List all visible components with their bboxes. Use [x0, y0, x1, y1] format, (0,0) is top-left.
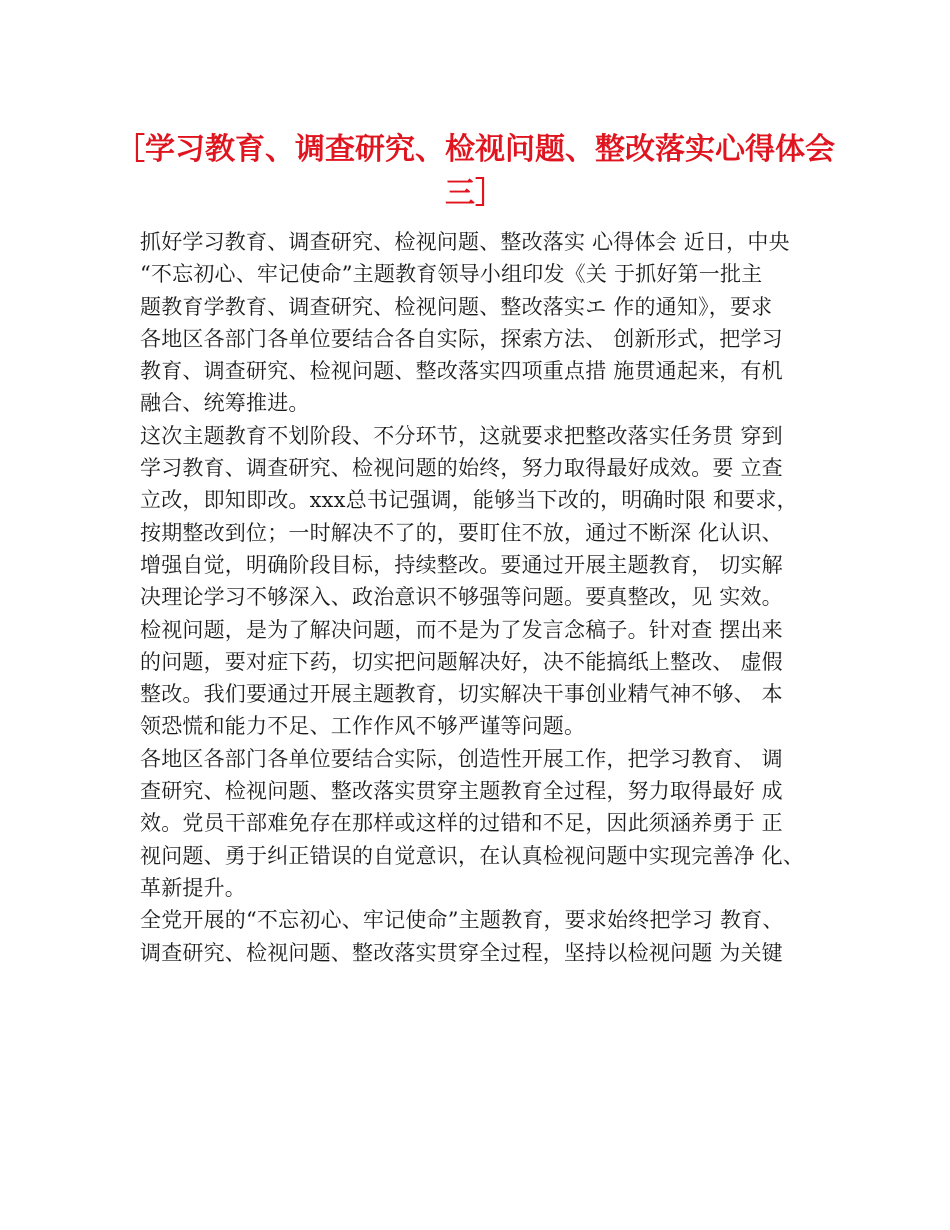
body-line: 领恐慌和能力不足、工作作风不够严谨等问题。 [140, 714, 586, 739]
body-line: 检视问题，是为了解决问题，而不是为了发言念稿子。针对查 摆出来 [140, 617, 783, 642]
body-line: 教育、调查研究、检视问题、整改落实四项重点措 施贯通起来，有机 [140, 359, 783, 384]
body-line: 学习教育、调查研究、检视问题的始终，努力取得最好成效。要 立查 [140, 456, 783, 481]
title-line-1: ［学习教育、调查研究、检视问题、整改落实心得体会 [115, 132, 835, 167]
body-line: 这次主题教育不划阶段、不分环节，这就要求把整改落实任务贯 穿到 [140, 423, 783, 448]
body-line: “不忘初心、牢记使命”主题教育领导小组印发《关 于抓好第一批主 [140, 262, 763, 287]
body-line: 查研究、检视问题、整改落实贯穿主题教育全过程，努力取得最好 成 [140, 779, 783, 804]
body-line: 融合、统筹推进。 [140, 391, 310, 416]
body-line: 革新提升。 [140, 875, 246, 900]
body-line: 视问题、勇于纠正错误的自觉意识，在认真检视问题中实现完善净 化、 [140, 843, 805, 868]
body-line: 立改，即知即改。xxx总书记强调，能够当下改的，明确时限 和要求， [140, 488, 798, 513]
body-line: 各地区各部门各单位要结合实际，创造性开展工作，把学习教育、 调 [140, 746, 783, 771]
body-line: 抓好学习教育、调查研究、检视问题、整改落实 心得体会 近日，中央 [140, 230, 790, 254]
body-line: 调查研究、检视问题、整改落实贯穿全过程，坚持以检视问题 为关键 [140, 940, 783, 965]
body-line: 增强自觉，明确阶段目标，持续整改。要通过开展主题教育， 切实解 [140, 552, 783, 577]
document-body [140, 226, 840, 969]
body-line: 全党开展的“不忘初心、牢记使命”主题教育，要求始终把学习 教育、 [140, 908, 784, 933]
body-line: 题教育学教育、调查研究、检视问题、整改落实エ 作的通知》，要求 [140, 294, 773, 319]
body-line: 决理论学习不够深入、政治意识不够强等问题。要真整改，见 实效。 [140, 585, 783, 610]
body-line: 效。党员干部难免存在那样或这样的过错和不足，因此须涵养勇于 正 [140, 811, 783, 836]
title-line-2: 三］ [445, 176, 505, 211]
document-title [80, 128, 870, 216]
body-line: 整改。我们要通过开展主题教育，切实解决干事创业精气神不够、 本 [140, 682, 783, 707]
body-line: 各地区各部门各单位要结合各自实际，探索方法、 创新形式，把学习 [140, 326, 783, 351]
body-line: 按期整改到位；一时解决不了的，要盯住不放，通过不断深 化认识、 [140, 520, 783, 545]
body-line: 的问题，要对症下药，切实把问题解决好，决不能搞纸上整改、 虚假 [140, 649, 783, 674]
